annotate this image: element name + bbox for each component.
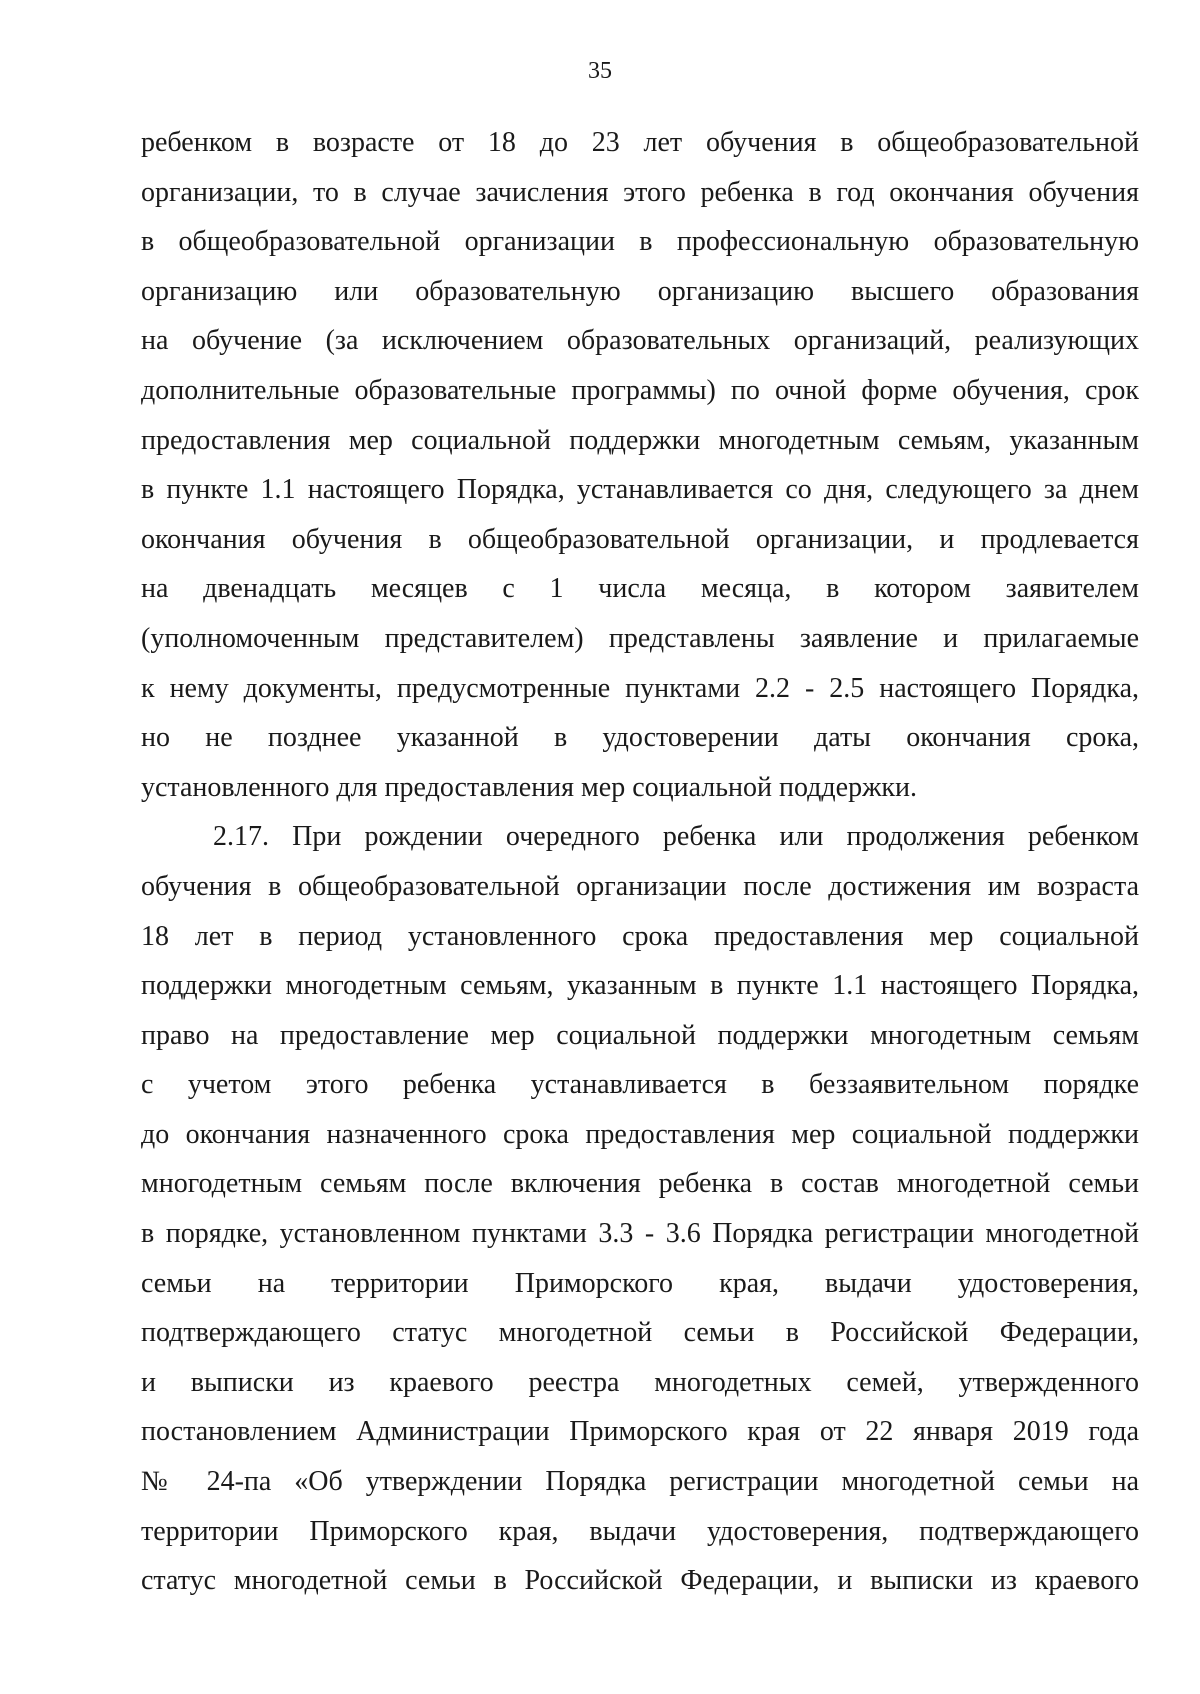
text-line: статус многодетной семьи в Российской Федерации, и выписки из краевого: [141, 1565, 1139, 1597]
text-line: многодетным семьям после включения ребенка в состав многодетной семьи: [141, 1168, 1139, 1200]
document-body: [141, 118, 1139, 1606]
text-line: в пункте 1.1 настоящего Порядка, устанавливается со дня, следующего за днем: [141, 474, 1139, 506]
text-line: в порядке, установленном пунктами 3.3 - 3.6 Порядка регистрации многодетной: [141, 1218, 1139, 1250]
text-line: ребенком в возрасте от 18 до 23 лет обучения в общеобразовательной: [141, 127, 1139, 158]
text-line: с учетом этого ребенка устанавливается в беззаявительном порядке: [141, 1069, 1139, 1101]
text-line: до окончания назначенного срока предоставления мер социальной поддержки: [141, 1118, 1139, 1150]
text-line: 2.17. При рождении очередного ребенка или продолжения ребенком: [213, 821, 1139, 853]
text-line: на двенадцать месяцев с 1 числа месяца, в котором заявителем: [141, 573, 1139, 605]
page-number: 35: [588, 58, 612, 84]
text-line: и выписки из краевого реестра многодетных семей, утвержденного: [141, 1366, 1139, 1398]
text-line: право на предоставление мер социальной поддержки многодетным семьям: [141, 1019, 1139, 1051]
paragraph-continuation: [141, 118, 1139, 812]
text-line: установленного для предоставления мер социальной поддержки.: [141, 771, 918, 803]
text-line: постановлением Администрации Приморского края от 22 января 2019 года: [141, 1416, 1139, 1448]
text-line: в общеобразовательной организации в профессиональную образовательную: [141, 226, 1139, 258]
text-line: подтверждающего статус многодетной семьи в Российской Федерации,: [141, 1317, 1139, 1349]
text-line: дополнительные образовательные программы) по очной форме обучения, срок: [141, 374, 1139, 406]
text-line: предоставления мер социальной поддержки многодетным семьям, указанным: [141, 424, 1139, 456]
text-line: № 24-па «Об утверждении Порядка регистрации многодетной семьи на: [141, 1466, 1139, 1498]
text-line: организации, то в случае зачисления этого ребенка в год окончания обучения: [141, 176, 1139, 208]
text-line: 18 лет в период установленного срока предоставления мер социальной: [141, 920, 1139, 952]
text-line: (уполномоченным представителем) представлены заявление и прилагаемые: [141, 622, 1139, 654]
text-line: к нему документы, предусмотренные пунктами 2.2 - 2.5 настоящего Порядка,: [141, 672, 1139, 704]
text-line: поддержки многодетным семьям, указанным в пункте 1.1 настоящего Порядка,: [141, 970, 1139, 1002]
paragraph-2-17: [141, 812, 1139, 1606]
text-line: окончания обучения в общеобразовательной организации, и продлевается: [141, 523, 1139, 555]
text-line: но не позднее указанной в удостоверении даты окончания срока,: [141, 722, 1139, 754]
text-line: организацию или образовательную организацию высшего образования: [141, 275, 1139, 307]
text-line: семьи на территории Приморского края, выдачи удостоверения,: [141, 1267, 1139, 1299]
text-line: территории Приморского края, выдачи удостоверения, подтверждающего: [141, 1515, 1139, 1547]
text-line: на обучение (за исключением образовательных организаций, реализующих: [141, 325, 1139, 357]
text-line: обучения в общеобразовательной организации после достижения им возраста: [141, 870, 1139, 902]
